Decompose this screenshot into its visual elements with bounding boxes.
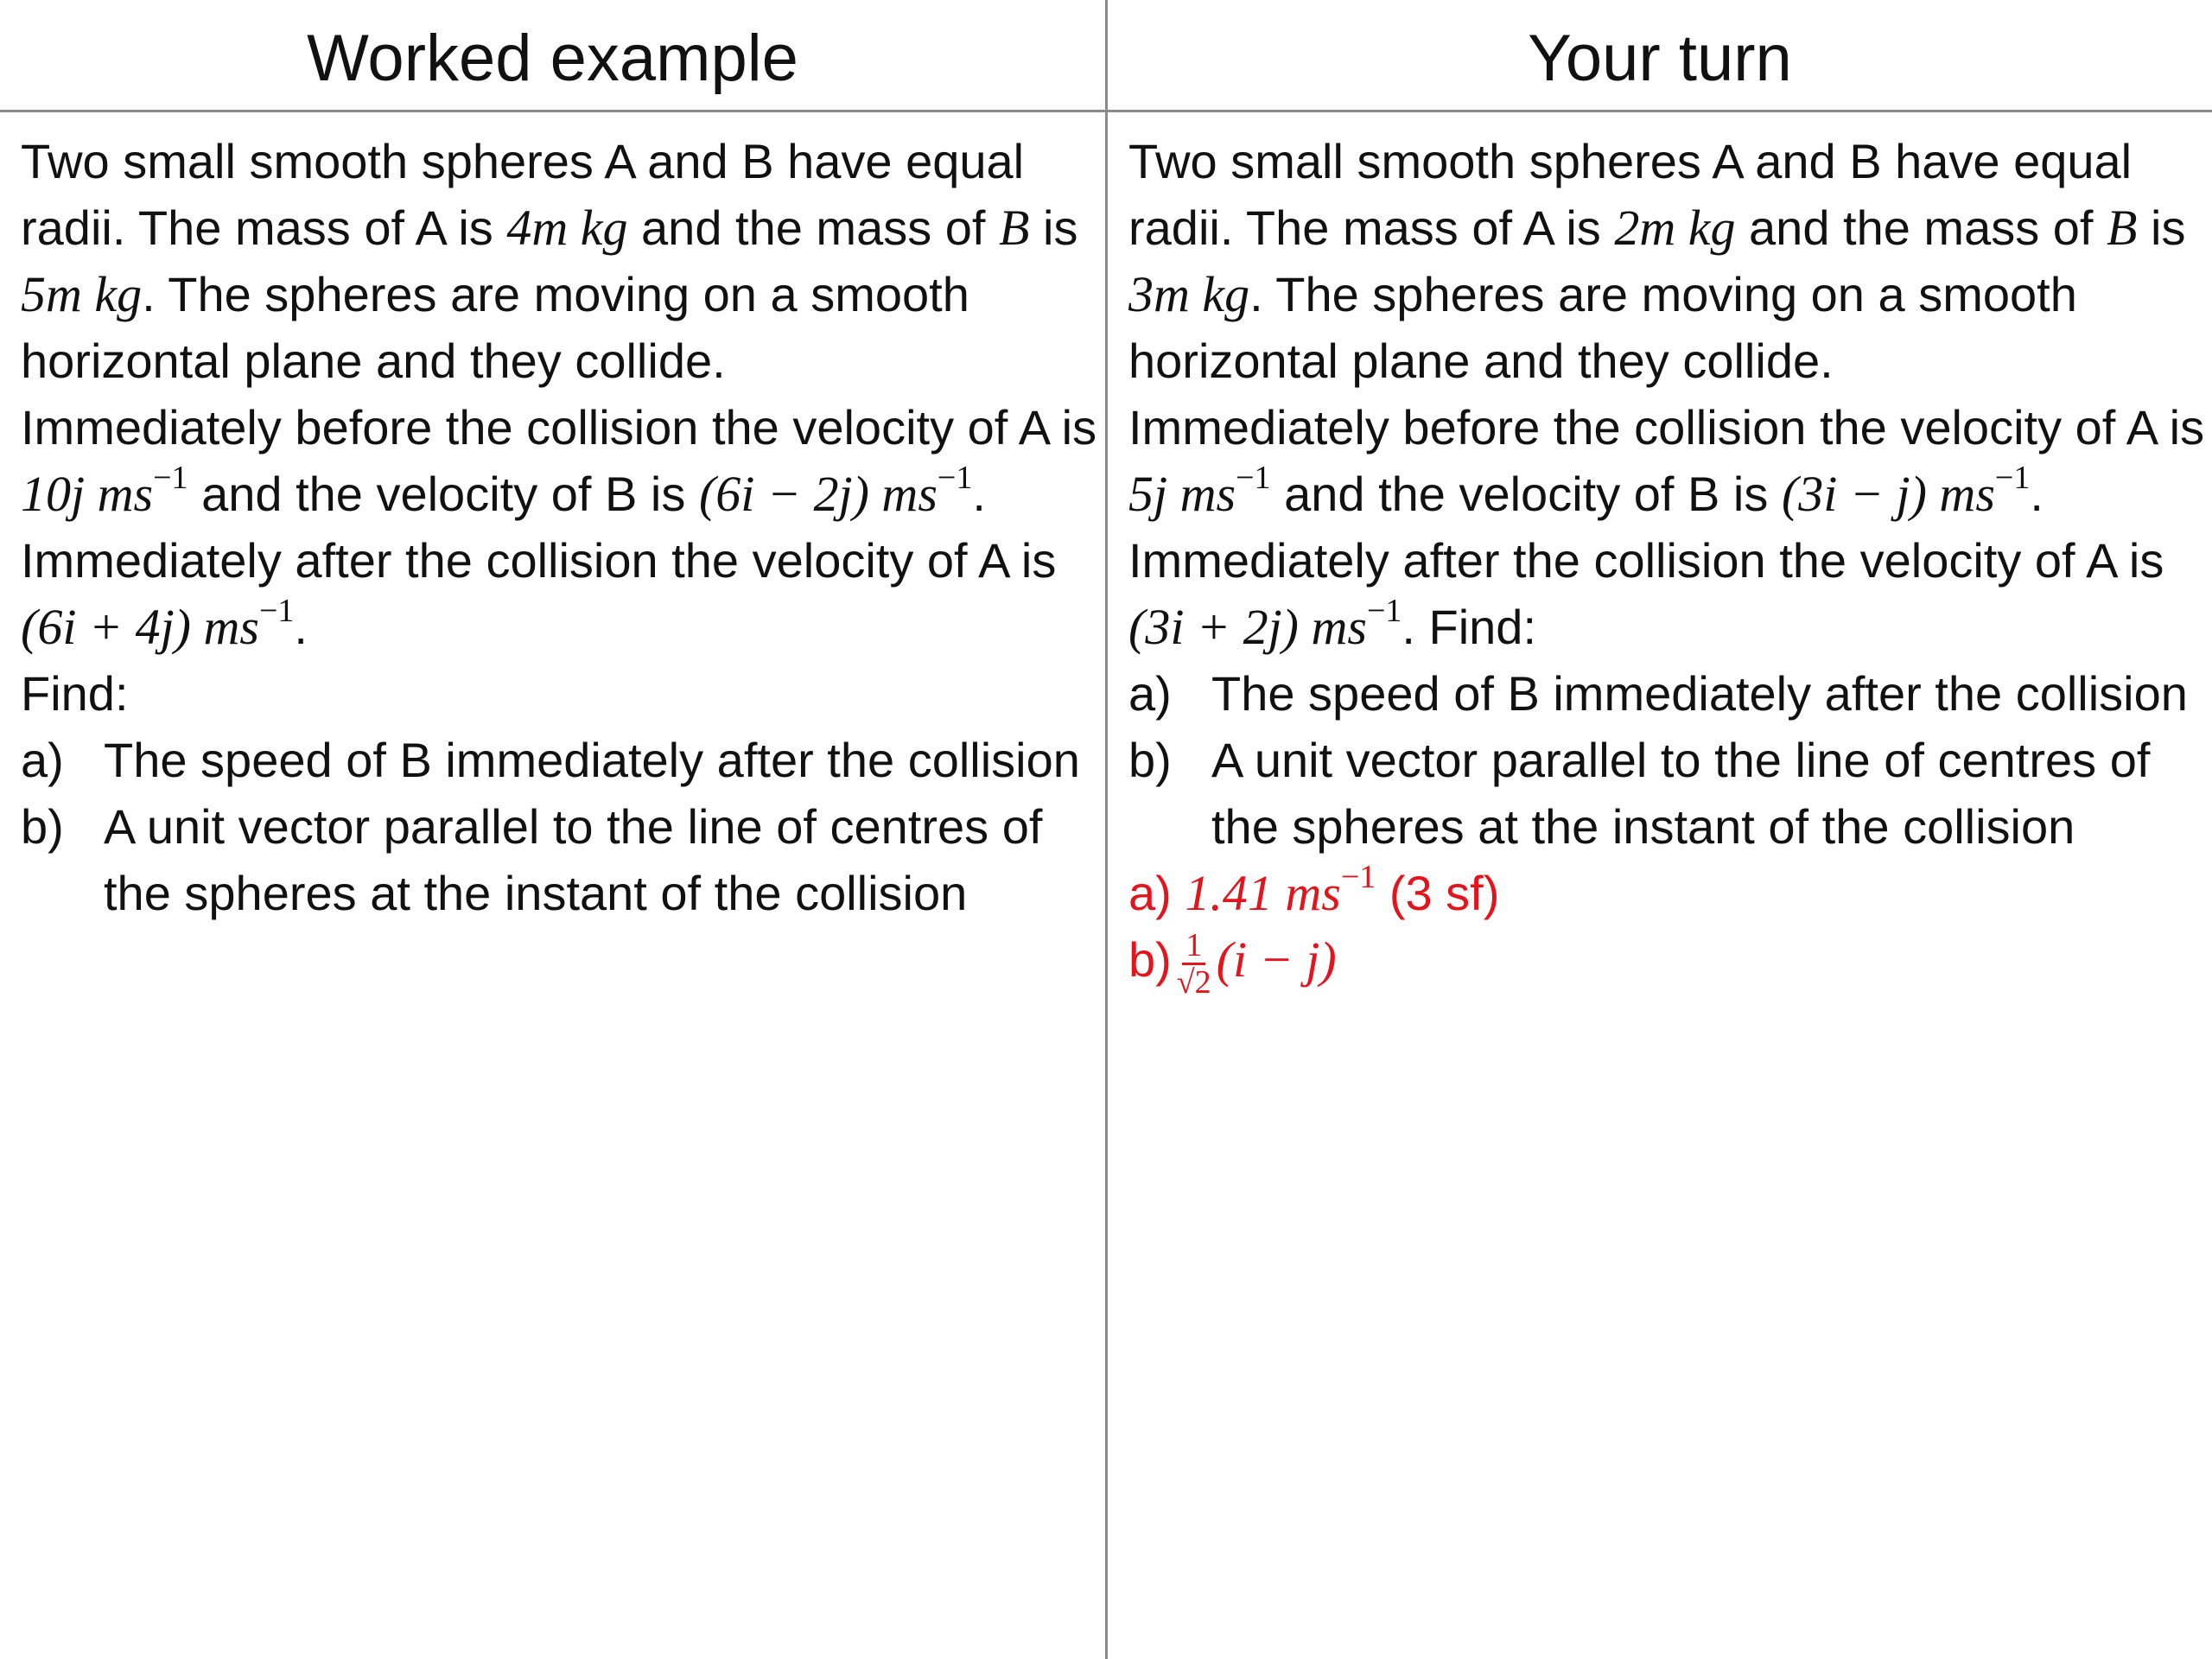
part-text: A unit vector parallel to the line of centres of the spheres at the instant of the collision: [104, 799, 1043, 920]
answer-a-value: 1.41 ms: [1185, 865, 1341, 921]
your-turn-heading: Your turn: [1528, 22, 1792, 95]
velocity-text: . Immediately after the collision the velocity of A is: [1128, 467, 2164, 588]
part-text: A unit vector parallel to the line of centres of the spheres at the instant of the collision: [1211, 733, 2151, 854]
question-part: [21, 727, 1101, 793]
mass-b: 3m kg: [1128, 266, 1250, 322]
answer-a: [1128, 860, 2207, 926]
your-turn-panel: [1128, 128, 2207, 1000]
question-velocities: [21, 394, 1101, 660]
intro-text: is: [2137, 200, 2186, 255]
intro-text: and the mass of: [627, 200, 1000, 255]
velocity-text: . Find:: [1402, 600, 1537, 654]
question-velocities: [1128, 394, 2207, 660]
part-text: The speed of B immediately after the collision: [104, 733, 1080, 787]
mass-a: 2m kg: [1614, 200, 1736, 256]
intro-text: Two small smooth spheres A and B have equal radii. The mass of A is: [21, 134, 1025, 255]
answer-b: [1128, 926, 2207, 1000]
answer-label: b): [1128, 932, 1172, 987]
unit-exponent: −1: [1366, 593, 1402, 629]
fraction-numerator: 1: [1182, 928, 1205, 965]
unit-exponent: −1: [258, 593, 295, 629]
velocity-text: . Immediately after the collision the velocity of A is: [21, 467, 1057, 588]
unit-exponent: −1: [1340, 859, 1376, 895]
part-label: b): [21, 799, 64, 854]
sphere-b-symbol: B: [999, 200, 1030, 256]
velocity-a-before: 5j ms: [1128, 466, 1236, 522]
question-part: [1128, 660, 2207, 727]
worked-example-heading: Worked example: [307, 22, 798, 95]
velocity-text: .: [294, 600, 308, 654]
worked-example-panel: [21, 128, 1101, 926]
velocity-text: and the velocity of B is: [1270, 467, 1782, 521]
question-intro: [21, 128, 1101, 394]
velocity-b-before: (3i − j) ms: [1781, 466, 1995, 522]
fraction-denominator: √2: [1176, 963, 1211, 1001]
unit-exponent: −1: [1236, 460, 1271, 496]
answer-label: a): [1128, 866, 1185, 920]
question-parts: [21, 727, 1101, 926]
intro-text: is: [1029, 200, 1078, 255]
velocity-b-before: (6i − 2j) ms: [698, 466, 938, 522]
unit-exponent: −1: [937, 460, 973, 496]
velocity-a-after: (6i + 4j) ms: [21, 599, 259, 655]
find-label: Find:: [21, 666, 129, 721]
part-label: b): [1128, 733, 1172, 787]
question-part: [21, 793, 1101, 926]
intro-text: . The spheres are moving on a smooth horizontal plane and they collide.: [21, 267, 969, 388]
velocity-text: and the velocity of B is: [188, 467, 699, 521]
answer-a-suffix: (3 sf): [1376, 866, 1500, 920]
part-label: a): [1128, 666, 1172, 721]
velocity-text: Immediately before the collision the velocity of A is: [1128, 400, 2205, 454]
answer-b-fraction: [1175, 928, 1213, 1000]
unit-exponent: −1: [153, 460, 188, 496]
part-text: The speed of B immediately after the collision: [1211, 666, 2188, 721]
intro-text: and the mass of: [1735, 200, 2107, 255]
unit-exponent: −1: [1994, 460, 2031, 496]
mass-a: 4m kg: [506, 200, 628, 256]
column-divider: [1105, 0, 1108, 1659]
answers: [1128, 860, 2207, 1000]
velocity-a-before: 10j ms: [21, 466, 154, 522]
sphere-b-symbol: B: [2107, 200, 2138, 256]
answer-b-vector: (i − j): [1216, 931, 1337, 988]
intro-text: Two small smooth spheres A and B have equal radii. The mass of A is: [1128, 134, 2133, 255]
question-parts: [1128, 660, 2207, 860]
velocity-text: Immediately before the collision the velocity of A is: [21, 400, 1097, 454]
velocity-a-after: (3i + 2j) ms: [1128, 599, 1367, 655]
question-part: [1128, 727, 2207, 860]
header-divider: [0, 110, 2212, 112]
question-intro: [1128, 128, 2207, 394]
mass-b: 5m kg: [21, 266, 143, 322]
part-label: a): [21, 733, 64, 787]
intro-text: . The spheres are moving on a smooth horizontal plane and they collide.: [1128, 267, 2077, 388]
